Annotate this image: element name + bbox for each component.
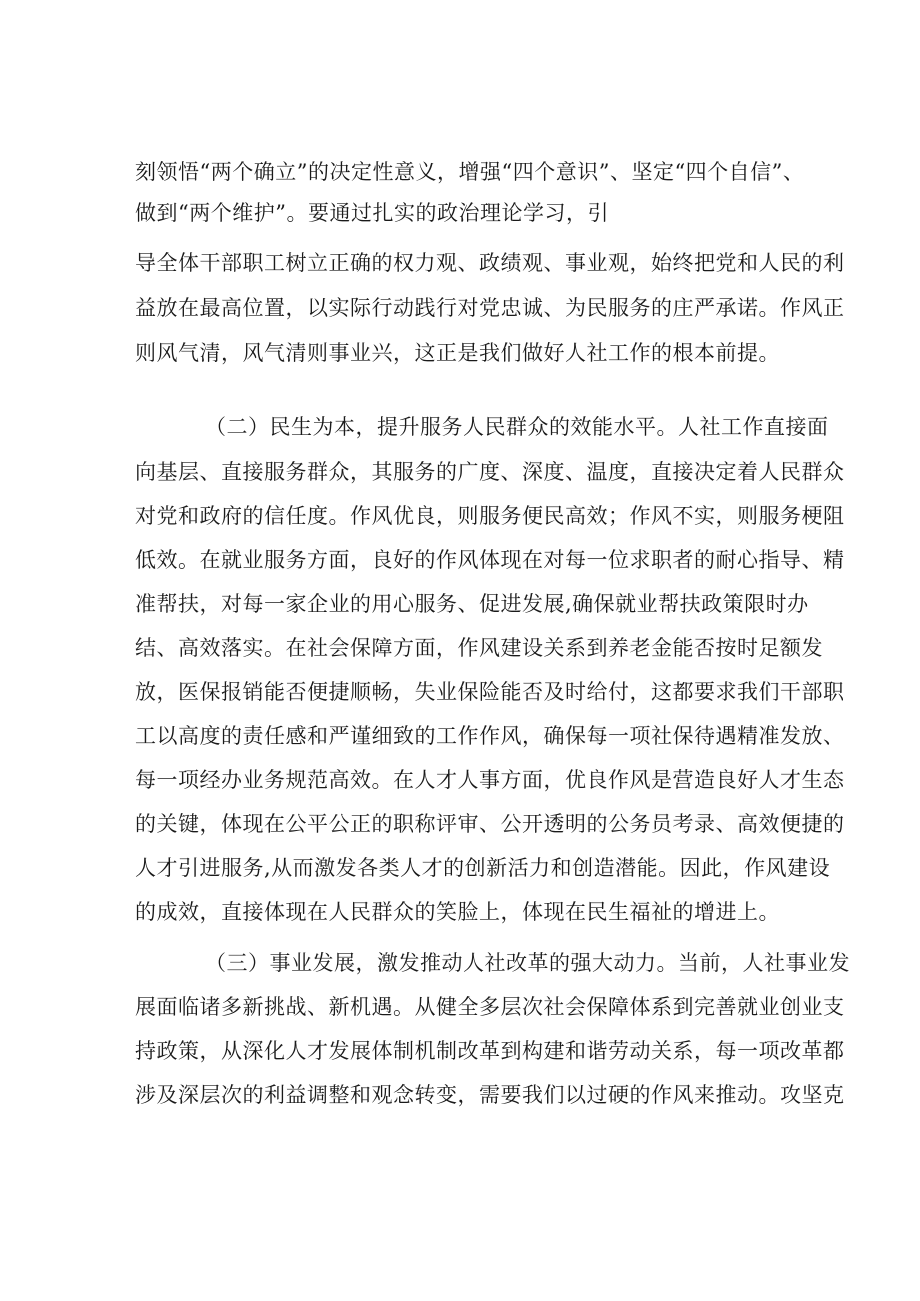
paragraph-heading-2: （二）民生为本，提升服务人民群众的效能水平。人社工作直接面 — [205, 415, 829, 439]
text-line: 放，医保报销能否便捷顺畅，失业保险能否及时给付，这都要求我们干部职 — [135, 680, 845, 704]
text-line: 向基层、直接服务群众，其服务的广度、深度、温度，直接决定着人民群众 — [135, 460, 845, 484]
text-line: 导全体干部职工树立正确的权力观、政绩观、事业观，始终把党和人民的利 — [135, 251, 845, 275]
text-line: 持政策，从深化人才发展体制机制改革到构建和谐劳动关系，每一项改革都 — [135, 1039, 845, 1063]
text-line: 每一项经办业务规范高效。在人才人事方面，优良作风是营造良好人才生态 — [135, 768, 845, 792]
text-line: 刻领悟“两个确立”的决定性意义，增强“四个意识”、坚定“四个自信”、 — [135, 160, 805, 184]
paragraph-heading-3: （三）事业发展，激发推动人社改革的强大动力。当前，人社事业发 — [205, 951, 850, 975]
text-line: 的成效，直接体现在人民群众的笑脸上，体现在民生福祉的增进上。 — [135, 900, 780, 924]
text-line: 结、高效落实。在社会保障方面，作风建设关系到养老金能否按时足额发 — [135, 636, 823, 660]
text-line: 低效。在就业服务方面，良好的作风体现在对每一位求职者的耐心指导、精 — [135, 548, 845, 572]
text-line: 涉及深层次的利益调整和观念转变，需要我们以过硬的作风来推动。攻坚克 — [135, 1083, 845, 1107]
text-line: 益放在最高位置，以实际行动践行对党忠诚、为民服务的庄严承诺。作风正 — [135, 296, 845, 320]
text-line: 展面临诸多新挑战、新机遇。从健全多层次社会保障体系到完善就业创业支 — [135, 995, 845, 1019]
text-line: 做到“两个维护”。要通过扎实的政治理论学习，引 — [135, 201, 609, 225]
text-line: 的关键，体现在公平公正的职称评审、公开透明的公务员考录、高效便捷的 — [135, 812, 845, 836]
text-line: 人才引进服务,从而激发各类人才的创新活力和创造潜能。因此，作风建设 — [135, 856, 831, 880]
text-line: 准帮扶，对每一家企业的用心服务、促进发展,确保就业帮扶政策限时办 — [135, 592, 809, 616]
text-line: 则风气清，风气清则事业兴，这正是我们做好人社工作的根本前提。 — [135, 341, 780, 365]
text-line: 对党和政府的信任度。作风优良，则服务便民高效；作风不实，则服务梗阻 — [135, 504, 845, 528]
text-line: 工以高度的责任感和严谨细致的工作作风，确保每一项社保待遇精准发放、 — [135, 724, 845, 748]
